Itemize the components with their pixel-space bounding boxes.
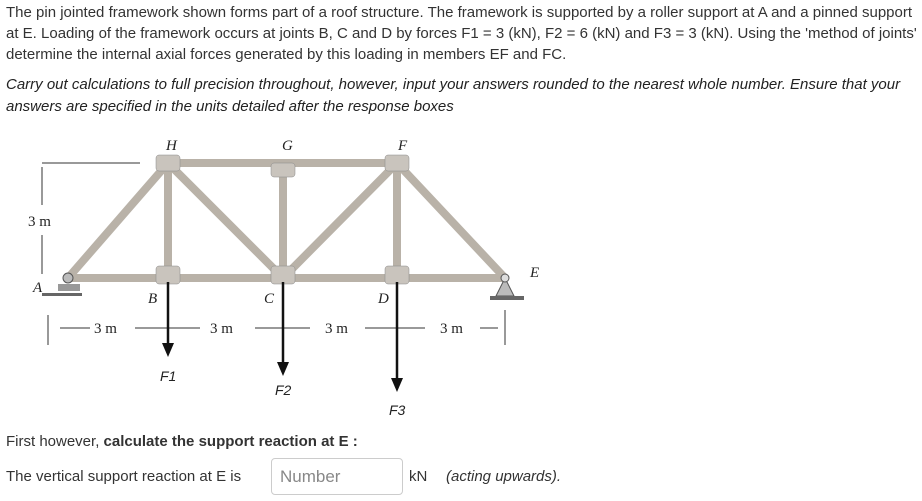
span-label-3: 3 m xyxy=(325,321,348,337)
truss-diagram xyxy=(0,120,560,420)
force-label-f3: F3 xyxy=(389,402,406,418)
joint-label-b: B xyxy=(148,291,158,307)
joint-label-h: H xyxy=(166,138,177,154)
joint-label-a: A xyxy=(33,280,43,296)
prompt-bold: calculate the support reaction at E : xyxy=(103,433,358,450)
span-label-4: 3 m xyxy=(440,321,463,337)
height-label: 3 m xyxy=(28,214,51,230)
direction-note: (acting upwards). xyxy=(446,468,562,485)
span-label-2: 3 m xyxy=(210,321,233,337)
question-instruction: Carry out calculations to full precision throughout, however, input your answers rounded to the nearest whole number. Ensure that your answers are specified in the units detailed after the response boxes xyxy=(6,76,901,115)
force-label-f1: F1 xyxy=(160,368,177,384)
span-label-1: 3 m xyxy=(94,321,117,337)
force-arrows xyxy=(162,282,403,392)
joint-label-c: C xyxy=(264,291,275,307)
reaction-e-input[interactable] xyxy=(271,458,403,495)
force-label-f2: F2 xyxy=(275,382,292,398)
joint-label-e: E xyxy=(530,265,540,281)
dimension-lines xyxy=(42,163,505,345)
truss-members xyxy=(68,163,505,278)
joint-label-d: D xyxy=(378,291,389,307)
prompt-lead: First however, xyxy=(6,433,104,450)
question-intro: The pin jointed framework shown forms part of a roof structure. The framework is supported by a roller support at A and a pinned support at E. Loading of the framework occurs at joints B, C and D by forces F1 = 3 (kN), F2 = 6 (kN) and F3 = 3 (kN). Using the 'method of joints' determine the internal axial forces generated by this loading in members EF and FC. xyxy=(6,4,917,63)
unit-label: kN xyxy=(409,468,428,485)
reaction-prompt xyxy=(6,433,358,450)
reaction-label: The vertical support reaction at E is xyxy=(6,468,242,485)
joint-label-g: G xyxy=(282,138,293,154)
joint-label-f: F xyxy=(398,138,408,154)
